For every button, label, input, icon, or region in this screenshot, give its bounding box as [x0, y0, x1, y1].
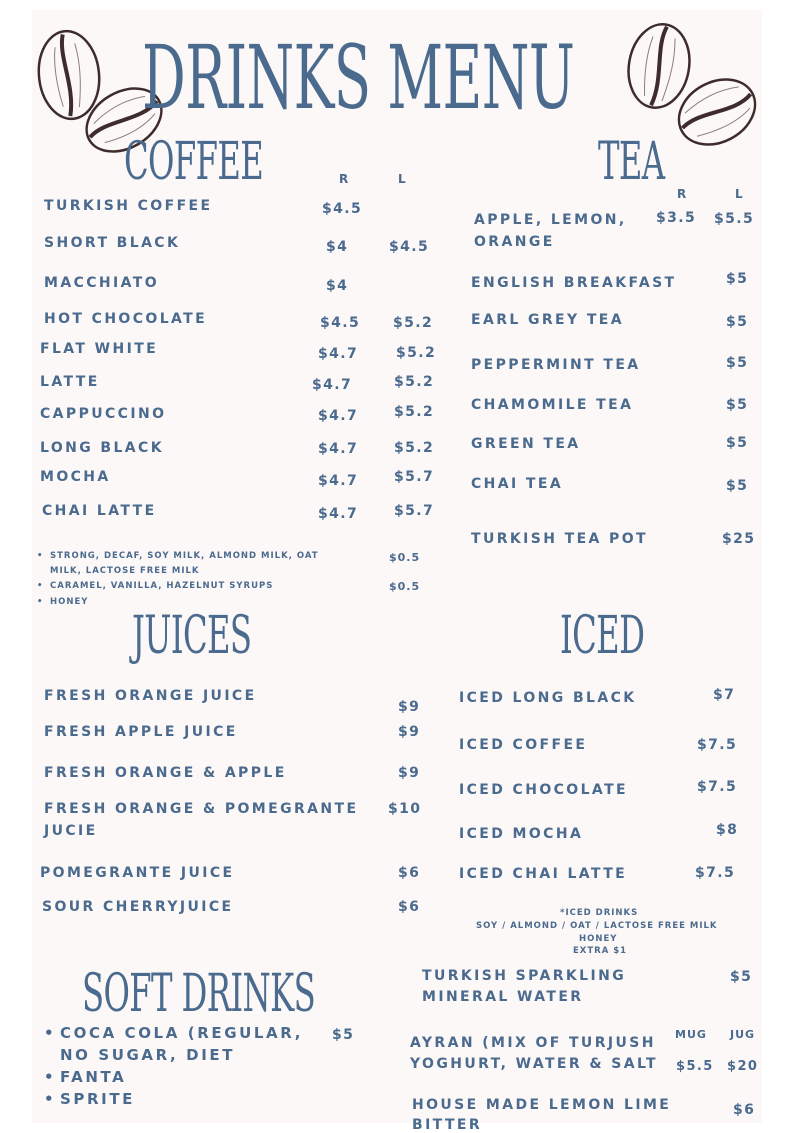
list-bullet: • — [37, 551, 44, 561]
iced-item-price: $8 — [716, 822, 739, 838]
sparkling-water-name: TURKISH SPARKLING — [422, 968, 627, 984]
list-bullet: • — [44, 1090, 57, 1108]
coffee-item-price-r: $4.7 — [318, 408, 359, 424]
iced-item-price: $7.5 — [697, 779, 738, 795]
ayran-name: AYRAN (MIX OF TURJUSH — [410, 1035, 656, 1051]
iced-note-line: EXTRA $1 — [573, 946, 628, 956]
coffee-item-name: HOT CHOCOLATE — [44, 311, 208, 327]
tea-item-price-l: $5 — [726, 314, 749, 330]
tea-item-price-l: $5.5 — [714, 211, 755, 227]
coffee-item-name: TURKISH COFFEE — [44, 198, 213, 214]
tea-item-name: ENGLISH BREAKFAST — [471, 275, 677, 291]
juice-item-price: $9 — [398, 724, 421, 740]
coffee-item-name: MACCHIATO — [44, 275, 160, 291]
tea-item-name: GREEN TEA — [471, 436, 581, 452]
tea-item-name: CHAMOMILE TEA — [471, 397, 634, 413]
iced-item-price: $7.5 — [695, 865, 736, 881]
iced-item-name: ICED LONG BLACK — [459, 690, 637, 706]
juice-item-name: SOUR CHERRYJUICE — [42, 899, 234, 915]
tea-item-price-l: $5 — [726, 397, 749, 413]
iced-heading: ICED — [560, 606, 645, 666]
ayran-col-mug: MUG — [675, 1028, 707, 1041]
coffee-item-name: LONG BLACK — [40, 440, 164, 456]
tea-heading: TEA — [598, 132, 665, 192]
ayran-price-jug: $20 — [727, 1059, 759, 1074]
coffee-bean-icon — [672, 70, 762, 154]
tea-item-price-l: $5 — [726, 435, 749, 451]
coffee-item-price-l: $5.7 — [394, 503, 435, 519]
coffee-extra-price: $0.5 — [389, 580, 421, 593]
sparkling-water-name: MINERAL WATER — [422, 989, 584, 1005]
coffee-item-name: SHORT BLACK — [44, 235, 181, 251]
coffee-extra-item: MILK, LACTOSE FREE MILK — [50, 566, 200, 576]
tea-item-price-l: $5 — [726, 355, 749, 371]
coffee-item-price-r: $4.7 — [318, 506, 359, 522]
coffee-item-price-l: $5.2 — [396, 345, 437, 361]
juice-item-price: $9 — [398, 699, 421, 715]
tea-col-regular: R — [677, 187, 688, 201]
juice-item-price: $6 — [398, 865, 421, 881]
tea-item-name: APPLE, LEMON, — [474, 212, 627, 228]
coffee-item-price-l: $5.2 — [393, 315, 434, 331]
juice-item-name: FRESH ORANGE JUICE — [44, 688, 257, 704]
coffee-extra-price: $0.5 — [389, 551, 421, 564]
tea-item-name: CHAI TEA — [471, 476, 564, 492]
coffee-item-price-l: $4.5 — [389, 239, 430, 255]
coffee-extra-item: HONEY — [50, 597, 89, 607]
coffee-item-price-l: $5.2 — [394, 404, 435, 420]
iced-item-name: ICED CHOCOLATE — [459, 782, 628, 798]
soft-drink-item: NO SUGAR, DIET — [60, 1046, 236, 1064]
list-bullet: • — [37, 597, 44, 607]
iced-note-line: SOY / ALMOND / OAT / LACTOSE FREE MILK — [476, 921, 718, 931]
tea-item-price-r: $3.5 — [656, 210, 697, 226]
coffee-item-name: FLAT WHITE — [40, 341, 159, 357]
coffee-col-large: L — [398, 172, 407, 186]
tea-col-large: L — [735, 187, 744, 201]
juice-item-name: JUCIE — [44, 823, 98, 839]
coffee-col-regular: R — [339, 172, 350, 186]
menu-page — [32, 10, 762, 1133]
iced-note-line: HONEY — [579, 934, 618, 944]
lemon-lime-name: BITTER — [412, 1117, 483, 1133]
soft-drinks-heading: SOFT DRINKS — [82, 964, 316, 1024]
coffee-extra-item: CARAMEL, VANILLA, HAZELNUT SYRUPS — [50, 581, 274, 591]
coffee-item-name: MOCHA — [40, 469, 111, 485]
iced-item-price: $7.5 — [697, 737, 738, 753]
coffee-item-price-r: $4.7 — [318, 346, 359, 362]
coffee-heading: COFFEE — [124, 132, 264, 192]
tea-item-price-l: $5 — [726, 478, 749, 494]
tea-item-price-l: $25 — [722, 531, 756, 547]
ayran-name: YOGHURT, WATER & SALT — [410, 1056, 658, 1072]
juice-item-price: $9 — [398, 765, 421, 781]
list-bullet: • — [44, 1024, 57, 1042]
juice-item-price: $6 — [398, 899, 421, 915]
tea-item-name: PEPPERMINT TEA — [471, 357, 641, 373]
coffee-item-price-r: $4.7 — [318, 441, 359, 457]
soft-drink-item: SPRITE — [60, 1090, 136, 1108]
juice-item-name: FRESH ORANGE & POMEGRANTE — [44, 801, 359, 817]
juice-item-name: FRESH ORANGE & APPLE — [44, 765, 287, 781]
coffee-item-price-r: $4.7 — [312, 377, 353, 393]
ayran-col-jug: JUG — [730, 1028, 756, 1041]
coffee-item-price-r: $4 — [326, 239, 349, 255]
iced-item-name: ICED CHAI LATTE — [459, 866, 628, 882]
ayran-price-mug: $5.5 — [676, 1059, 714, 1074]
juices-heading: JUICES — [132, 606, 252, 666]
tea-item-price-l: $5 — [726, 271, 749, 287]
soft-drink-item: COCA COLA (REGULAR, — [60, 1024, 303, 1042]
soft-drink-item: FANTA — [60, 1068, 127, 1086]
iced-item-name: ICED MOCHA — [459, 826, 584, 842]
coffee-item-price-l: $5.7 — [394, 469, 435, 485]
sparkling-water-price: $5 — [730, 969, 753, 985]
coffee-extra-item: STRONG, DECAF, SOY MILK, ALMOND MILK, OAT — [50, 551, 319, 561]
iced-note-line: *ICED DRINKS — [560, 908, 639, 918]
coffee-item-price-r: $4.5 — [322, 201, 363, 217]
lemon-lime-name: HOUSE MADE LEMON LIME — [412, 1097, 672, 1113]
juice-item-name: FRESH APPLE JUICE — [44, 724, 238, 740]
tea-item-name: TURKISH TEA POT — [471, 531, 648, 547]
coffee-item-price-l: $5.2 — [394, 440, 435, 456]
tea-item-name: ORANGE — [474, 234, 555, 250]
soft-drink-price: $5 — [332, 1027, 355, 1043]
coffee-item-name: CHAI LATTE — [42, 503, 157, 519]
iced-item-price: $7 — [713, 687, 736, 703]
coffee-item-price-r: $4.7 — [318, 473, 359, 489]
juice-item-name: POMEGRANTE JUICE — [40, 865, 235, 881]
coffee-item-price-r: $4 — [326, 278, 349, 294]
menu-title: DRINKS MENU — [142, 26, 575, 129]
coffee-item-name: CAPPUCCINO — [40, 406, 167, 422]
coffee-item-price-r: $4.5 — [320, 315, 361, 331]
coffee-item-name: LATTE — [40, 374, 100, 390]
juice-item-price: $10 — [388, 801, 422, 817]
list-bullet: • — [44, 1068, 57, 1086]
iced-item-name: ICED COFFEE — [459, 737, 588, 753]
coffee-item-price-l: $5.2 — [394, 374, 435, 390]
list-bullet: • — [37, 581, 44, 591]
tea-item-name: EARL GREY TEA — [471, 312, 624, 328]
lemon-lime-price: $6 — [733, 1102, 756, 1118]
